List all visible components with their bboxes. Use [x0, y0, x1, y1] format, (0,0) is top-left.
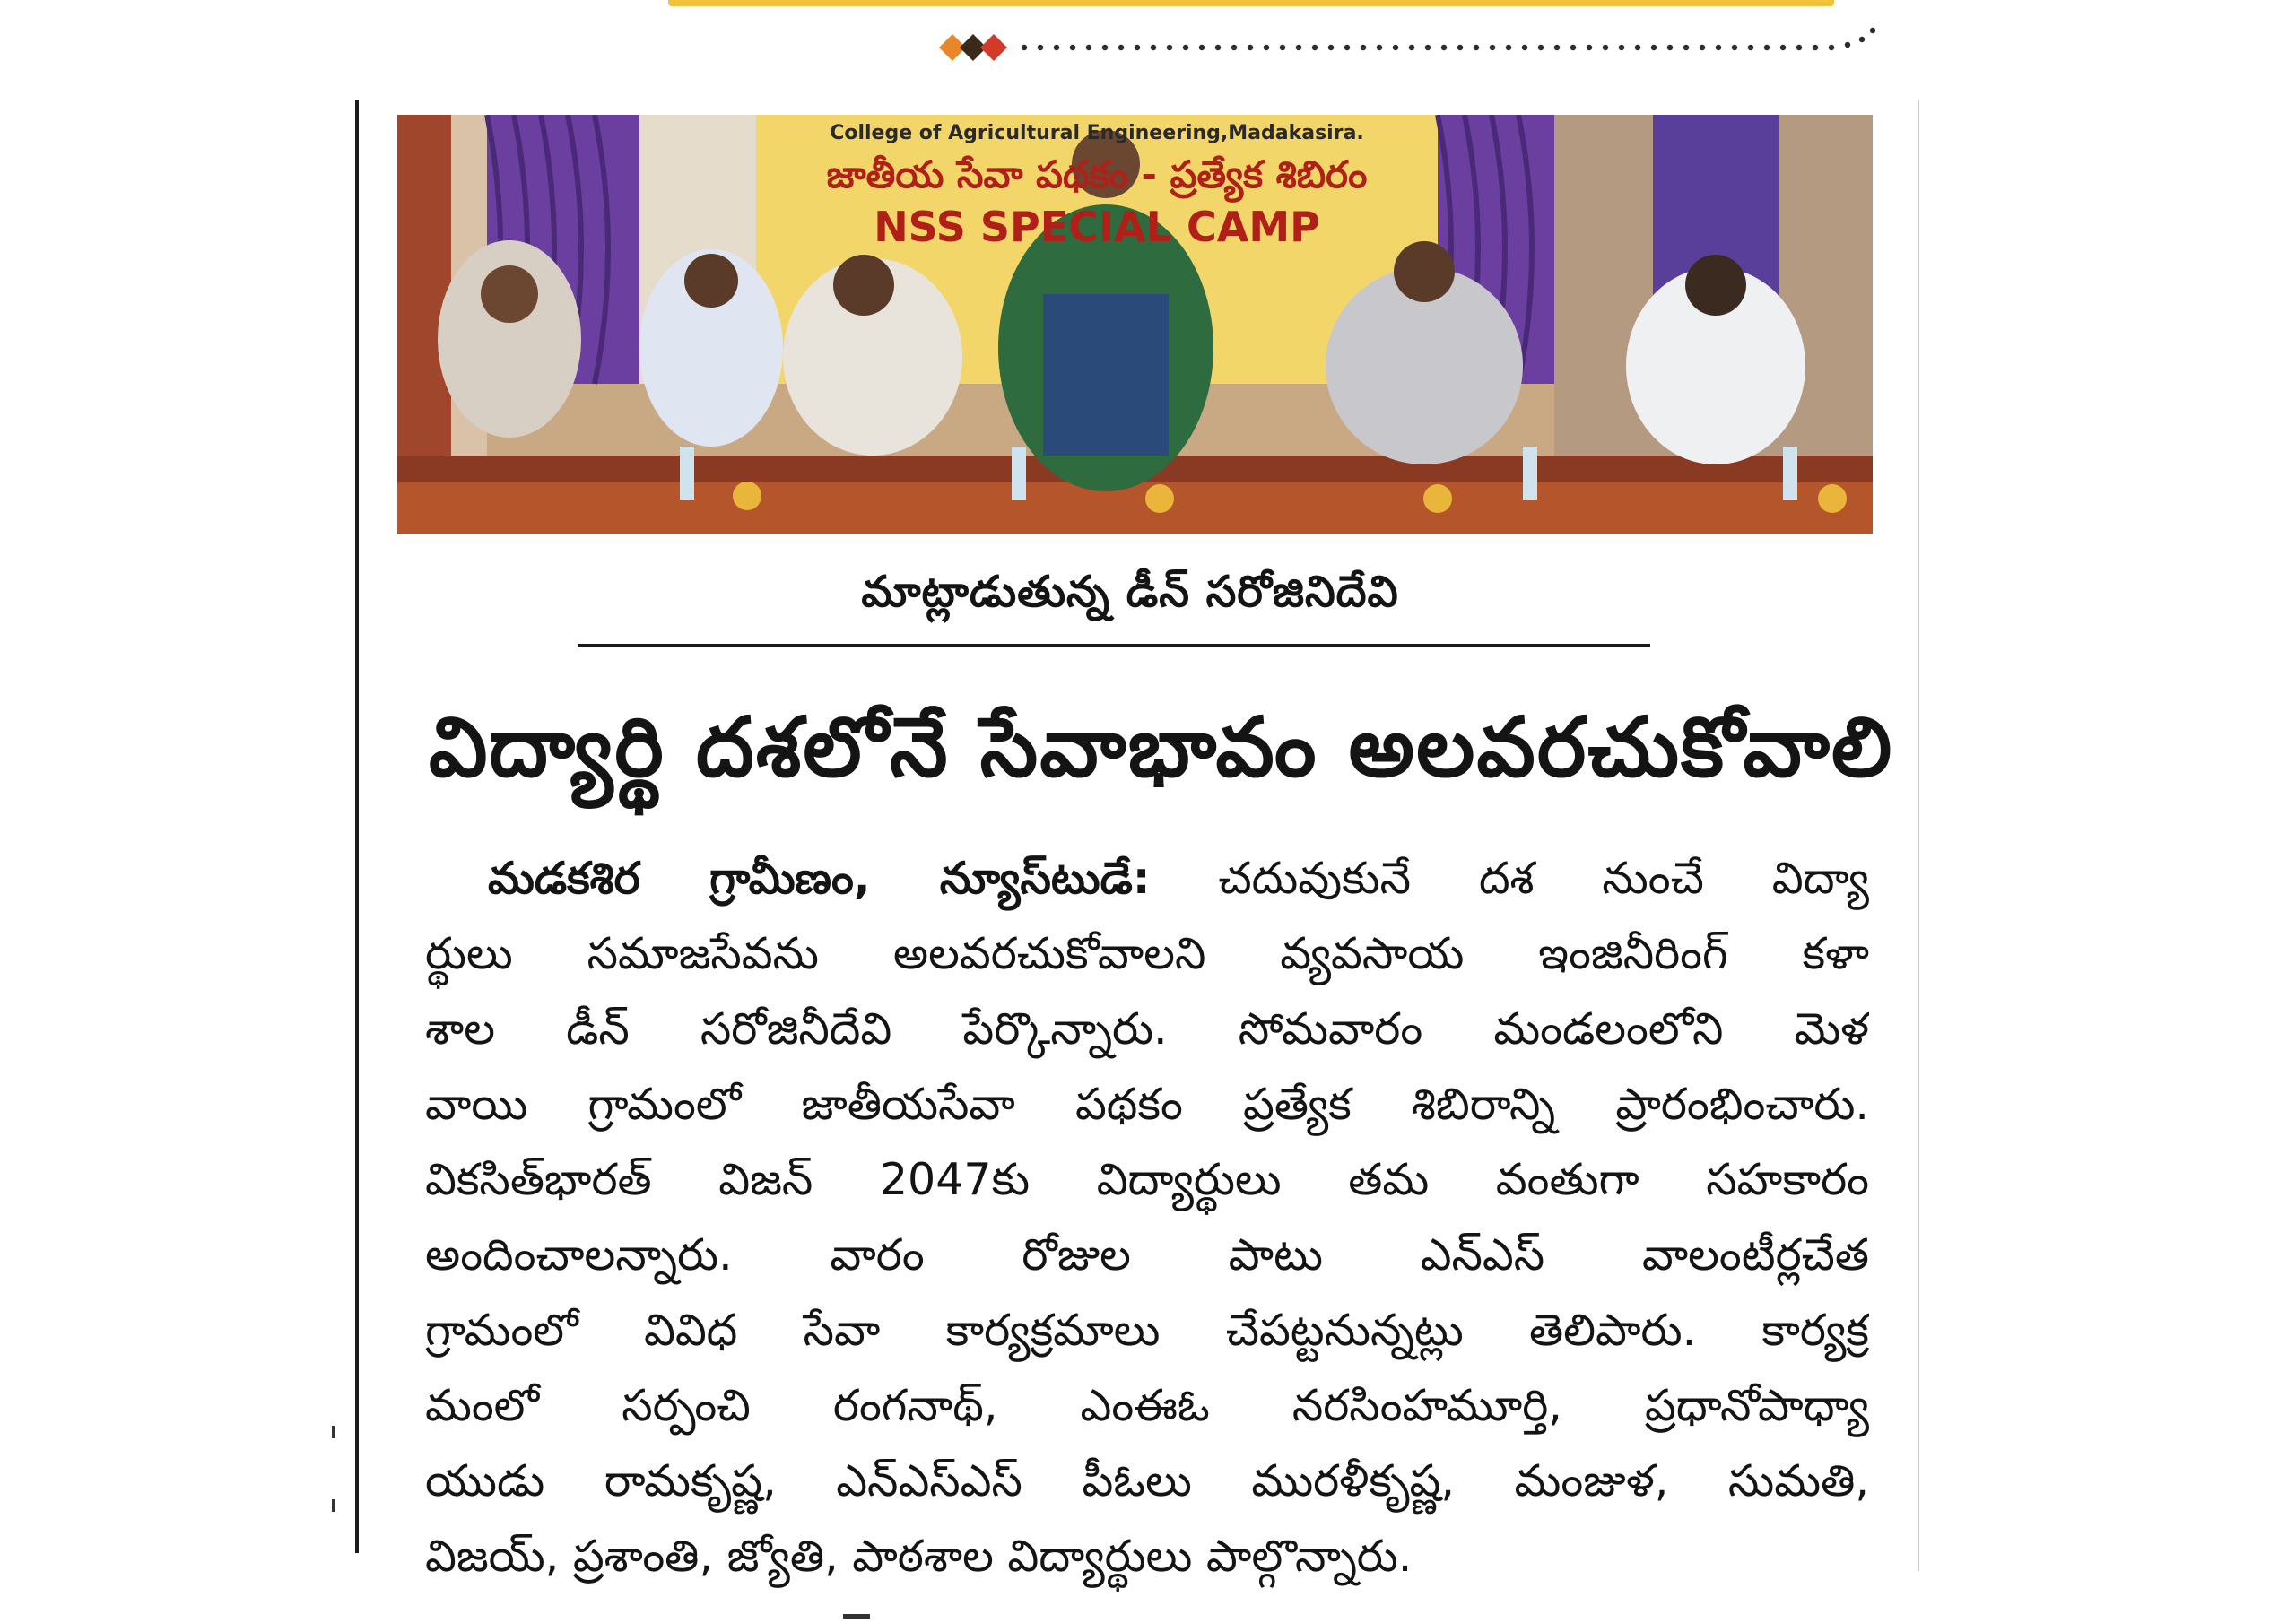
- headline: విద్యార్థి దశలోనే సేవాభావం అలవరచుకోవాలి: [429, 699, 1894, 795]
- top-accent-strip: [668, 0, 1834, 6]
- photo-caption: మాట్లాడుతున్న డీన్ సరోజినిదేవి: [861, 567, 1399, 617]
- article-line: వికసిత్‌భారత్ విజన్ 2047కు విద్యార్థులు తమ వంతుగా సహకారం: [425, 1154, 1869, 1205]
- margin-mark: [332, 1426, 335, 1438]
- article-dateline: మడకశిర గ్రామీణం, న్యూస్‌టుడే:: [488, 853, 1151, 904]
- caption-divider: [578, 644, 1650, 647]
- article-line: ర్థులు సమాజసేవను అలవరచుకోవాలని వ్యవసాయ ఇంజినీరింగ్ కళా: [425, 928, 1869, 979]
- article-body: [425, 841, 1869, 1594]
- banner-telugu-title: జాతీయ సేవా పథకం - ప్రత్యేక శిబిరం: [826, 152, 1368, 196]
- banner-english-title: NSS SPECIAL CAMP: [874, 203, 1320, 251]
- banner-college-name: College of Agricultural Engineering,Madakasira.: [830, 122, 1364, 144]
- article-line: మంలో సర్పంచి రంగనాథ్, ఎంఈఓ నరసింహమూర్తి, ప్రధానోపాధ్యా: [425, 1380, 1869, 1431]
- article-line: వాయి గ్రామంలో జాతీయసేవా పథకం ప్రత్యేక శిబిరాన్ని ప్రారంభించారు.: [425, 1079, 1869, 1130]
- article-line: అందించాలన్నారు. వారం రోజుల పాటు ఎన్ఎస్ వాలంటీర్లచేత: [425, 1229, 1869, 1280]
- column-rule-right: [1918, 100, 1919, 1571]
- event-photo: [397, 115, 1873, 534]
- bottom-mark: [843, 1614, 870, 1619]
- article-first-line-text: చదువుకునే దశ నుంచే విద్యా: [1218, 853, 1869, 904]
- article-line: శాల డీన్ సరోజినీదేవి పేర్కొన్నారు. సోమవారం మండలంలోని మెళ: [425, 1003, 1869, 1055]
- article-line: యుడు రామకృష్ణ, ఎన్ఎస్ఎస్ పీఓలు మురళీకృష్ణ, మంజుళ, సుమతి,: [425, 1455, 1869, 1506]
- article-line: గ్రామంలో వివిధ సేవా కార్యక్రమాలు చేపట్టనున్నట్లు తెలిపారు. కార్యక్ర: [425, 1305, 1869, 1356]
- article-line: విజయ్, ప్రశాంతి, జ్యోతి, పాఠశాల విద్యార్థులు పాల్గొన్నారు.: [425, 1531, 1413, 1582]
- article-line: [425, 841, 1869, 916]
- column-rule-left: [355, 100, 359, 1553]
- section-ornament: [935, 25, 1885, 70]
- margin-mark: [332, 1499, 335, 1512]
